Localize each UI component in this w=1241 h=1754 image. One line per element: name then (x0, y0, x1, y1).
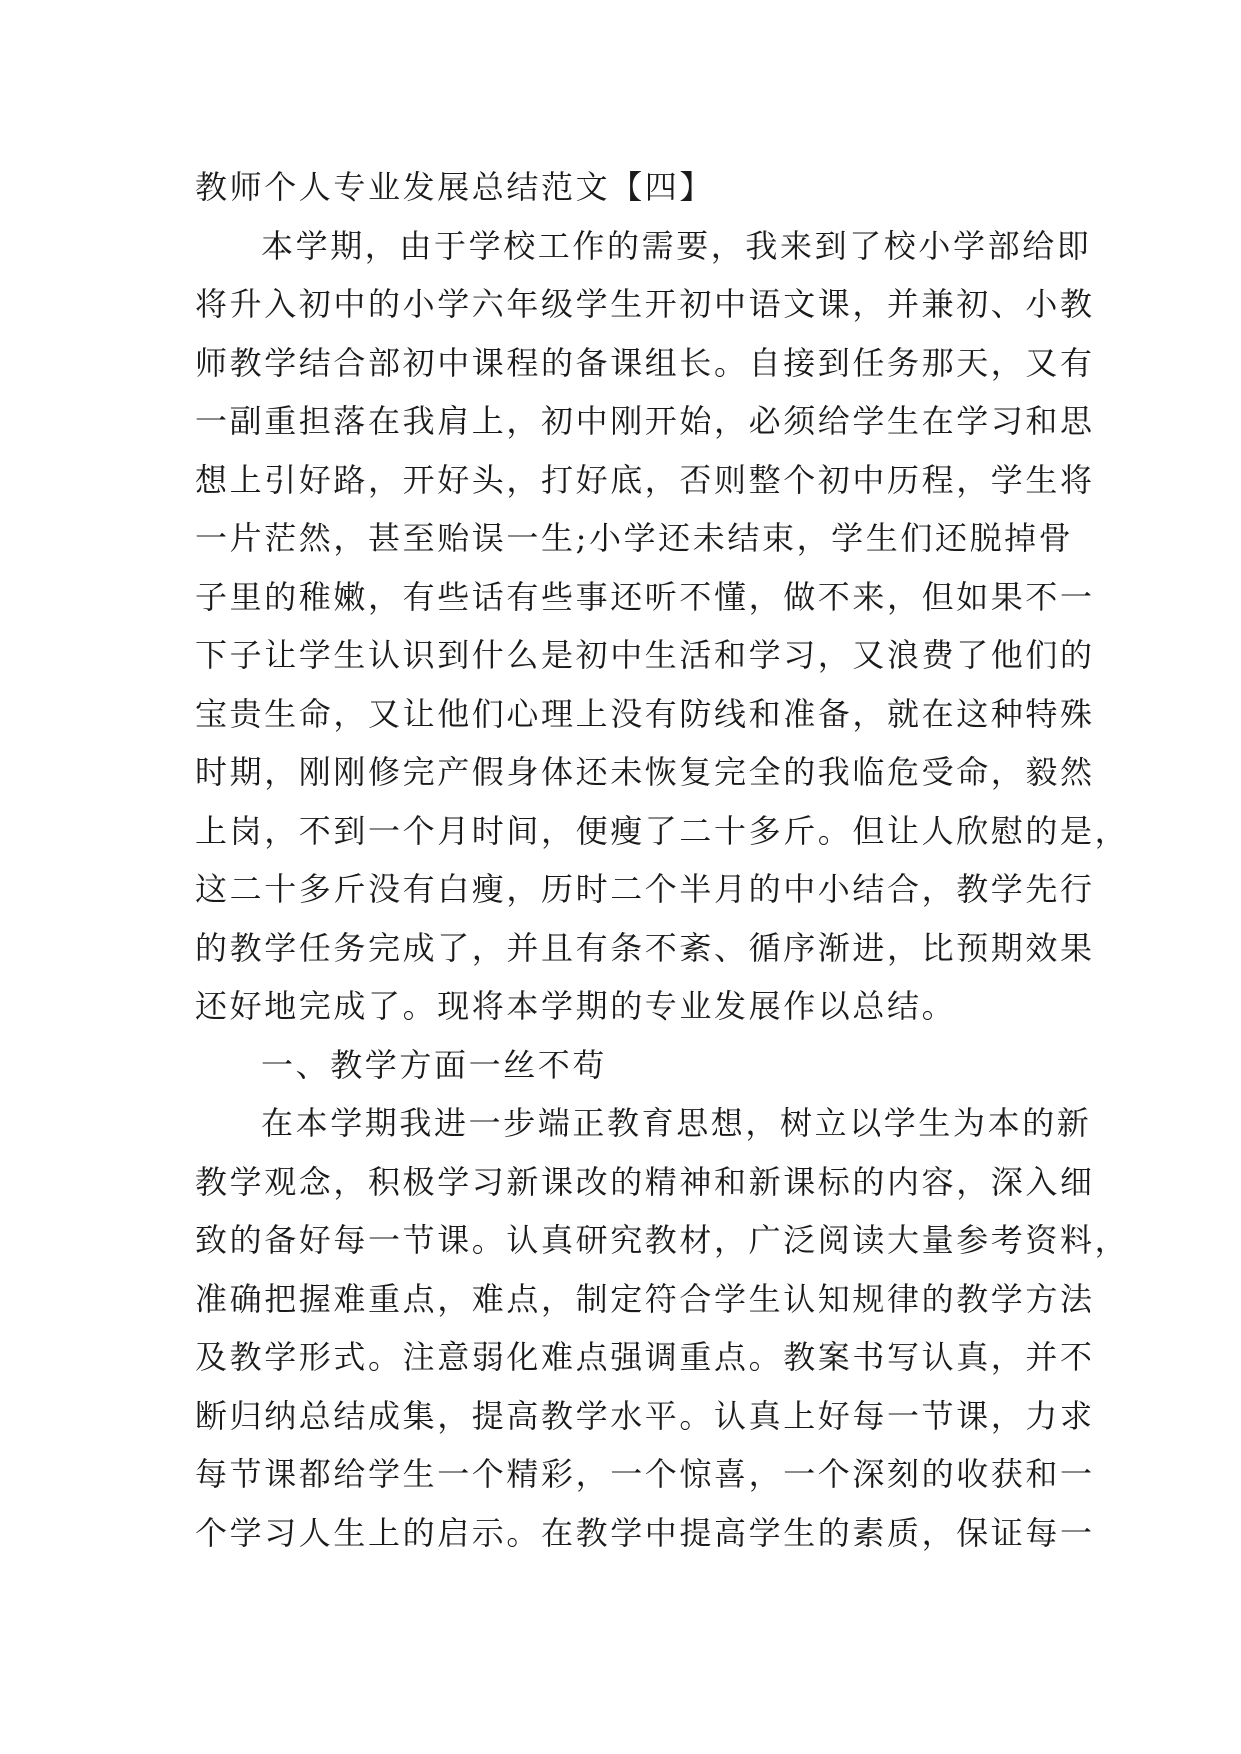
paragraph-line: 还好地完成了。现将本学期的专业发展作以总结。 (195, 987, 957, 1025)
document-title: 教师个人专业发展总结范文【四】 (195, 168, 715, 206)
paragraph-teaching (195, 1094, 1130, 1562)
paragraph-line: 教学观念，积极学习新课改的精神和新课标的内容，深入细 (195, 1162, 1095, 1201)
paragraph-line: 这二十多斤没有白瘦，历时二个半月的中小结合，教学先行 (195, 870, 1095, 908)
paragraph-line: 宝贵生命，又让他们心理上没有防线和准备，就在这种特殊 (195, 694, 1095, 733)
paragraph-line: 想上引好路，开好头，打好底，否则整个初中历程，学生将 (195, 460, 1095, 499)
paragraph-line: 一片茫然，甚至贻误一生;小学还未结束，学生们还脱掉骨 (195, 519, 1074, 557)
paragraph-line: 个学习人生上的启示。在教学中提高学生的素质，保证每一 (195, 1513, 1095, 1552)
paragraph-line: 及教学形式。注意弱化难点强调重点。教案书写认真，并不 (195, 1338, 1095, 1376)
paragraph-line: 子里的稚嫩，有些话有些事还听不懂，做不来，但如果不一 (195, 577, 1095, 616)
paragraph-line: 每节课都给学生一个精彩，一个惊喜，一个深刻的收获和一 (195, 1455, 1095, 1493)
paragraph-line: 致的备好每一节课。认真研究教材，广泛阅读大量参考资料， (195, 1221, 1130, 1259)
paragraph-line: 的教学任务完成了，并且有条不紊、循序渐进，比预期效果 (195, 928, 1095, 967)
paragraph-line: 师教学结合部初中课程的备课组长。自接到任务那天，又有 (195, 343, 1095, 382)
paragraph-line: 上岗，不到一个月时间，便瘦了二十多斤。但让人欣慰的是， (195, 811, 1130, 850)
paragraph-intro (195, 217, 1130, 1036)
paragraph-line: 一副重担落在我肩上，初中刚开始，必须给学生在学习和思 (195, 402, 1095, 440)
section-heading-text: 一、教学方面一丝不苟 (261, 1045, 608, 1084)
section-heading (195, 1036, 1055, 1095)
paragraph-line: 将升入初中的小学六年级学生开初中语文课，并兼初、小教 (195, 285, 1095, 323)
paragraph-line: 时期，刚刚修完产假身体还未恢复完全的我临危受命，毅然 (195, 753, 1095, 791)
paragraph-line: 准确把握难重点，难点，制定符合学生认知规律的教学方法 (195, 1279, 1095, 1318)
paragraph-line: 本学期，由于学校工作的需要，我来到了校小学部给即 (261, 226, 1092, 265)
paragraph-line: 下子让学生认识到什么是初中生活和学习，又浪费了他们的 (195, 636, 1095, 674)
document-page (195, 158, 1130, 1562)
paragraph-line: 在本学期我进一步端正教育思想，树立以学生为本的新 (261, 1104, 1092, 1142)
paragraph-line: 断归纳总结成集，提高教学水平。认真上好每一节课，力求 (195, 1396, 1095, 1435)
